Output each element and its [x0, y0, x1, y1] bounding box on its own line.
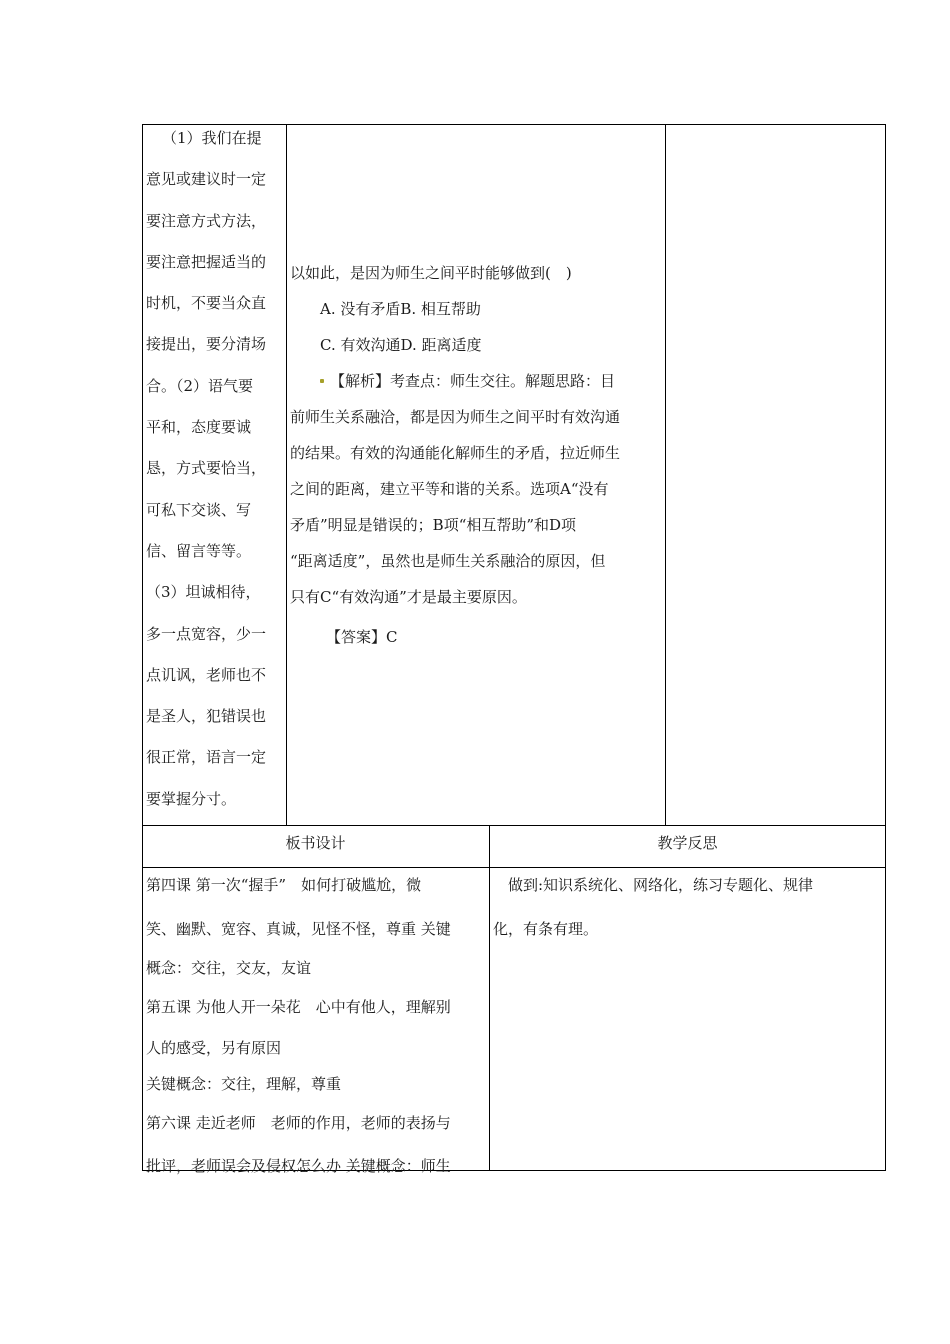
bullet-marker	[320, 379, 324, 383]
board-design-header: 板书设计	[285, 834, 346, 852]
column-divider-2	[665, 124, 666, 825]
left-line: （1）我们在提	[162, 129, 262, 147]
left-line: 时机，不要当众直	[146, 294, 267, 313]
analysis-line: 的结果。有效的沟通能化解师生的矛盾，拉近师生	[290, 444, 621, 462]
left-line: 合。（2）语气要	[146, 376, 254, 395]
board-line: 批评，老师误会及侵权怎么办 关键概念：师生	[146, 1157, 451, 1175]
left-line: 点讥讽，老师也不	[146, 665, 267, 684]
analysis-line	[290, 363, 662, 399]
analysis-line: 之间的距离，建立平等和谐的关系。选项A“没有	[290, 480, 609, 498]
left-line: 是圣人，犯错误也	[146, 707, 267, 726]
analysis-line: “距离适度”，虽然也是师生关系融洽的原因，但	[290, 552, 606, 570]
row-divider-top	[142, 825, 886, 826]
option-cd: C. 有效沟通D. 距离适度	[320, 336, 482, 354]
teaching-reflection-content	[493, 864, 883, 951]
left-line: 可私下交谈、写	[146, 500, 252, 519]
left-line: 接提出，要分清场	[146, 335, 267, 354]
left-line: 要掌握分寸。	[146, 789, 237, 808]
board-line: 关键概念：交往，理解，尊重	[146, 1074, 342, 1093]
board-line: 第五课 为他人开一朵花 心中有他人，理解别	[146, 998, 451, 1016]
board-line: 笑、幽默、宽容、真诚，见怪不怪，尊重 关键	[146, 919, 451, 938]
left-line: 多一点宽容，少一	[146, 624, 267, 643]
analysis-line: 只有C“有效沟通”才是最主要原因。	[290, 588, 527, 606]
column-divider-1	[286, 124, 287, 825]
left-line: 很正常，语言一定	[146, 748, 267, 767]
board-line: 概念：交往，交友，友谊	[146, 959, 312, 977]
analysis-line: 矛盾”明显是错误的；B项“相互帮助”和D项	[290, 516, 577, 534]
left-line: （3）坦诚相待，	[146, 583, 261, 602]
left-column-text	[146, 118, 284, 820]
middle-column-text	[290, 255, 662, 655]
reflection-line: 做到:知识系统化、网络化，练习专题化、规律	[508, 876, 814, 894]
option-ab: A. 没有矛盾B. 相互帮助	[320, 300, 481, 318]
left-line: 恳，方式要恰当，	[146, 459, 267, 478]
reflection-line: 化，有条有理。	[493, 919, 599, 938]
teaching-reflection-header: 教学反思	[657, 834, 718, 852]
board-line: 第四课 第一次“握手” 如何打破尴尬，微	[146, 876, 422, 894]
board-design-content	[146, 864, 488, 1189]
analysis-line: 前师生关系融洽，都是因为师生之间平时有效沟通	[290, 408, 621, 426]
answer-text: 【答案】C	[326, 628, 398, 646]
question-text: 以如此，是因为师生之间平时能够做到( )	[290, 264, 572, 282]
left-line: 平和，态度要诚	[146, 418, 252, 437]
left-line: 要注意把握适当的	[146, 252, 267, 271]
left-line: 意见或建议时一定	[146, 170, 267, 189]
board-line: 第六课 走近老师 老师的作用，老师的表扬与	[146, 1113, 451, 1132]
left-line: 信、留言等等。	[146, 541, 252, 560]
analysis-line-text: 【解析】考查点：师生交往。解题思路：目	[330, 372, 616, 390]
board-line: 人的感受，另有原因	[146, 1038, 282, 1057]
bottom-column-divider	[489, 825, 490, 1171]
left-line: 要注意方式方法，	[146, 211, 267, 230]
